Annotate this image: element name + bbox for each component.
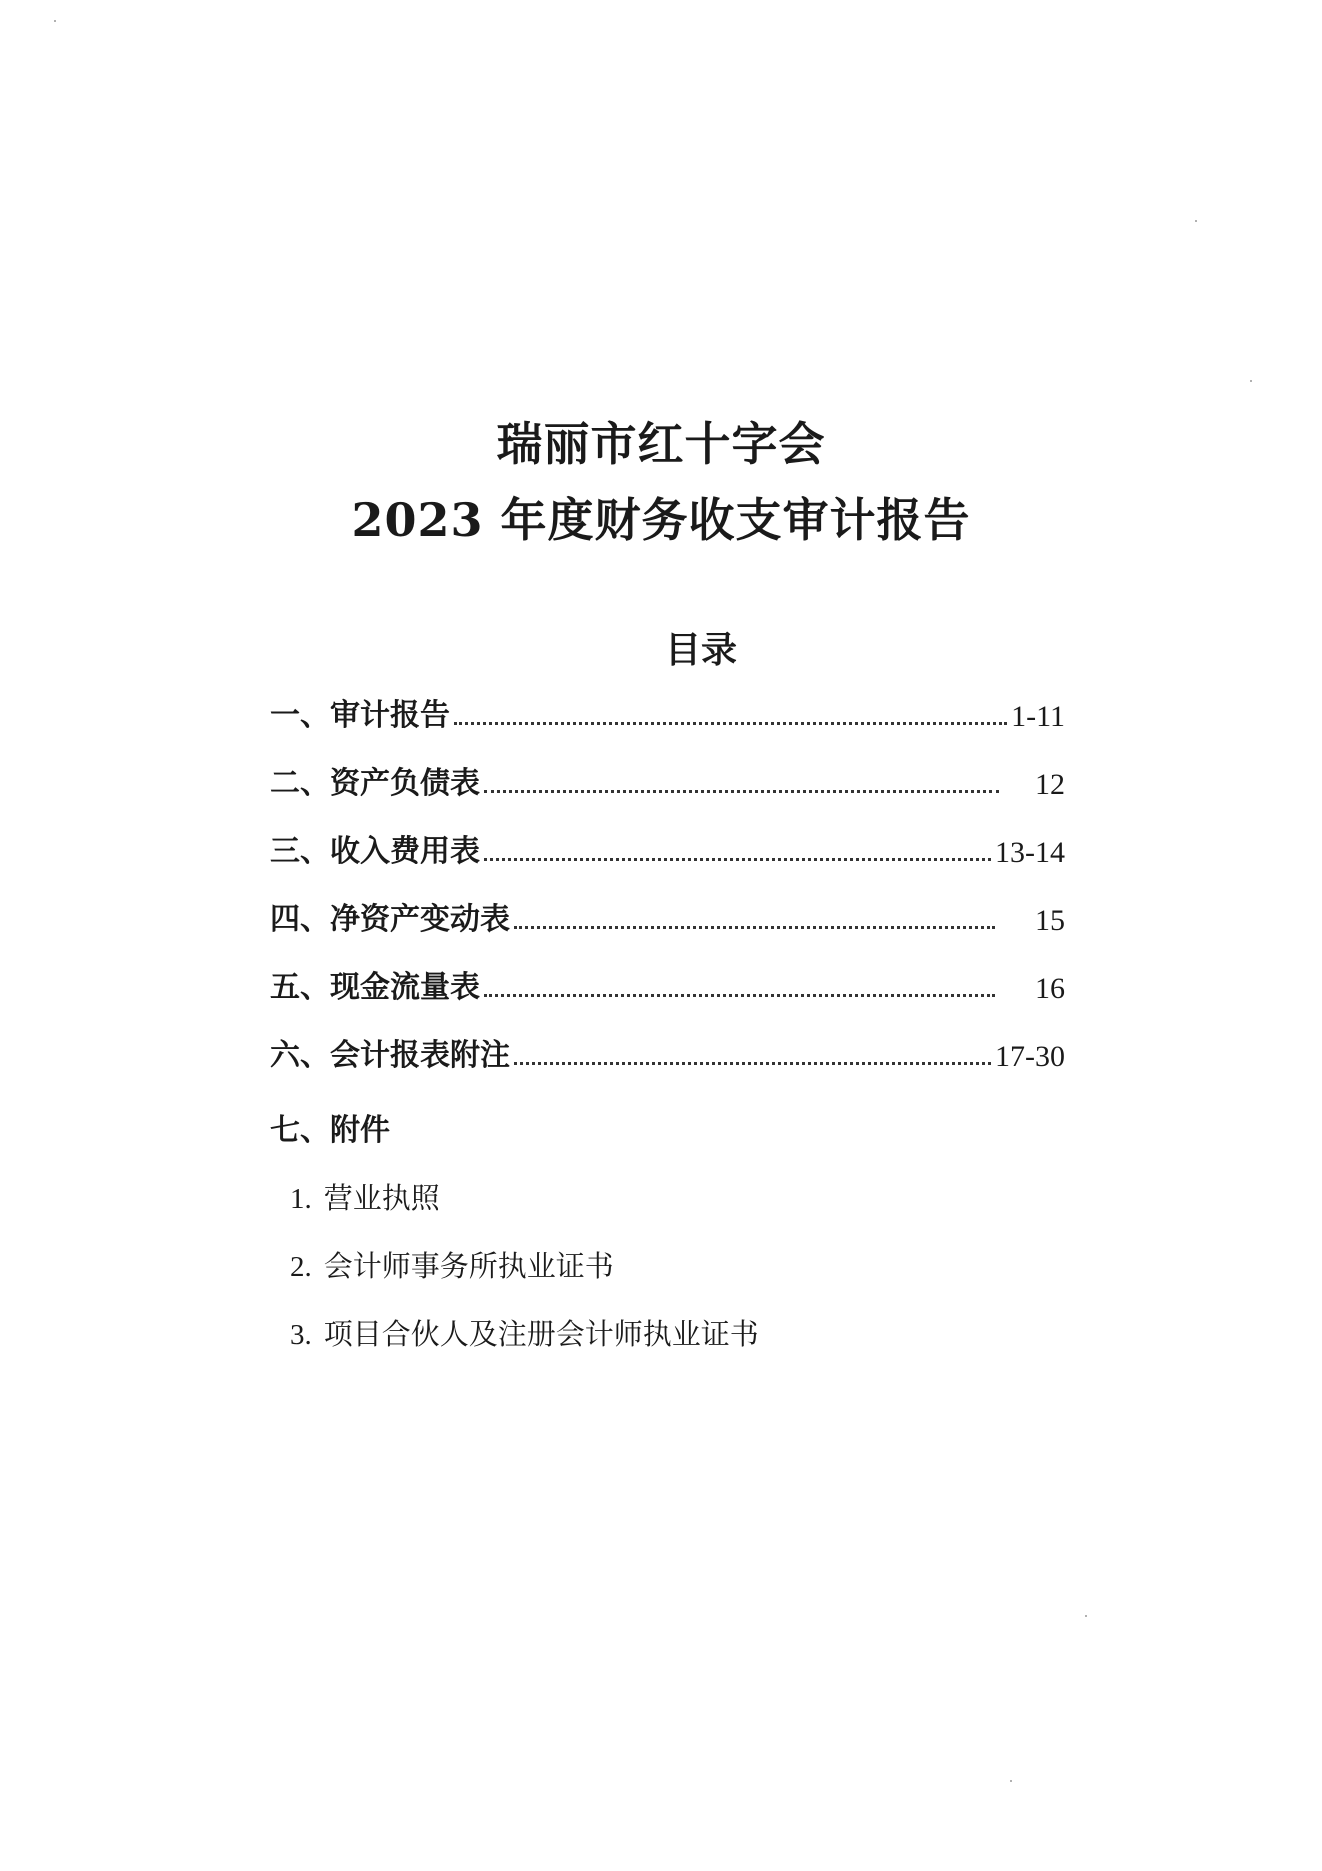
toc-dot-leader [484,994,995,997]
toc-entry-balance-sheet[interactable] [270,758,1065,802]
toc-entry-number: 一、 [270,698,330,733]
toc-entry-number: 四、 [270,902,330,937]
toc-entry-number: 三、 [270,834,330,869]
toc-entry-label: 会计报表附注 [330,1038,510,1073]
toc-dot-leader [454,722,1007,725]
toc-dot-leader [514,1062,991,1065]
scan-speck [1085,1615,1087,1617]
toc-entry-label: 资产负债表 [330,766,480,801]
toc-entry-label: 现金流量表 [330,970,480,1005]
toc-entry-number: 五、 [270,970,330,1005]
scan-speck [54,20,56,22]
scan-speck [1195,220,1197,222]
toc-dot-leader [484,790,999,793]
attachment-item [290,1312,759,1353]
attachment-text: 项目合伙人及注册会计师执业证书 [323,1317,759,1351]
toc-entry-label: 净资产变动表 [330,902,510,937]
attachment-text: 会计师事务所执业证书 [323,1249,614,1283]
toc-entry-net-assets-statement[interactable] [270,894,1065,938]
toc-entry-income-statement[interactable] [270,826,1065,870]
toc-dot-leader [484,858,991,861]
toc-dot-leader [514,926,995,929]
attachment-index: 1. [290,1183,312,1215]
toc-entry-page: 1-11 [1011,700,1065,733]
toc-entry-page: 13-14 [995,836,1065,869]
toc-entry-number: 七、 [270,1113,330,1148]
toc-entry-page: 15 [1035,904,1065,937]
toc-entry-audit-report[interactable] [270,690,1065,734]
document-title-org: 瑞丽市红十字会 [496,417,826,471]
toc-entry-page: 16 [1035,972,1065,1005]
toc-entry-number: 六、 [270,1038,330,1073]
toc-entry-attachments[interactable] [270,1105,390,1149]
toc-entry-page: 17-30 [995,1040,1065,1073]
toc-entry-label: 附件 [330,1113,390,1148]
toc-entry-page: 12 [1035,768,1065,801]
attachment-index: 3. [290,1319,312,1351]
toc-heading: 目录 [664,629,737,671]
scan-speck [1010,1780,1012,1782]
toc-entry-number: 二、 [270,766,330,801]
attachment-text: 营业执照 [323,1181,440,1215]
attachment-index: 2. [290,1251,312,1283]
toc-entry-notes[interactable] [270,1030,1065,1074]
scan-speck [1250,380,1252,382]
toc-entry-label: 收入费用表 [330,834,480,869]
attachment-item [290,1244,614,1285]
attachment-item [290,1176,440,1217]
toc-entry-cash-flow-statement[interactable] [270,962,1065,1006]
document-title-report: 2023 年度财务收支审计报告 [351,493,971,547]
toc-entry-label: 审计报告 [330,698,450,733]
